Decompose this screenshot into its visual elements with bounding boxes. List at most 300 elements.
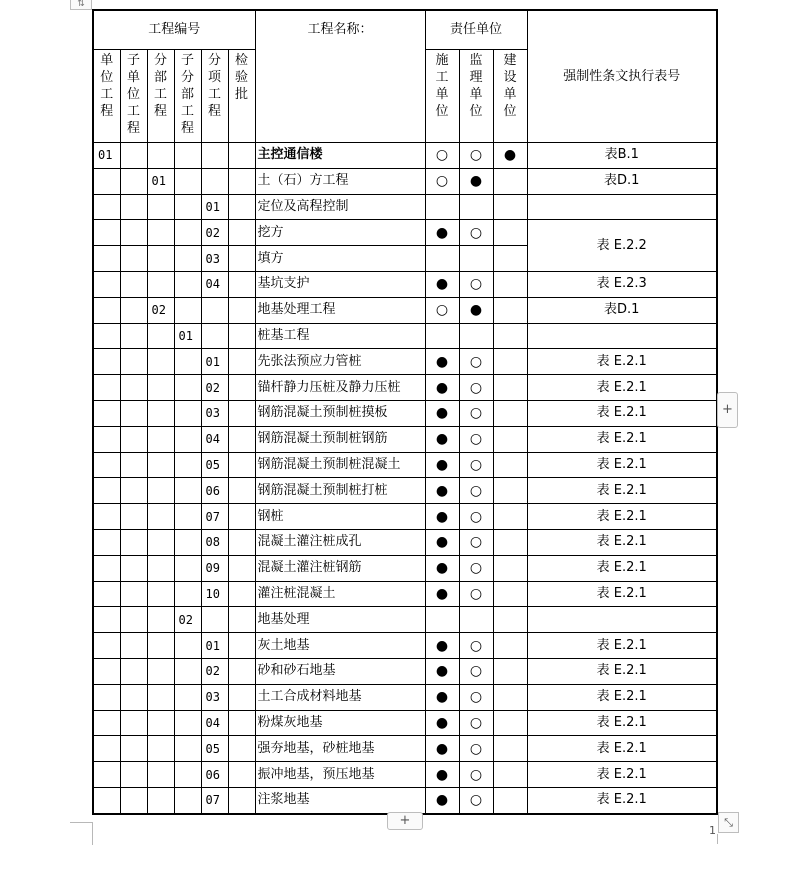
form-number-cell[interactable]: 表D.1 [527, 297, 717, 323]
division-code[interactable] [147, 762, 174, 788]
owner-unit-mark[interactable] [493, 684, 527, 710]
owner-unit-mark[interactable] [493, 452, 527, 478]
division-code[interactable] [147, 736, 174, 762]
sub-division-code[interactable] [174, 426, 201, 452]
sub-item-code[interactable] [201, 607, 228, 633]
supervision-unit-mark[interactable]: ○ [459, 452, 493, 478]
sub-division-code[interactable]: 01 [174, 323, 201, 349]
supervision-unit-mark[interactable]: ○ [459, 426, 493, 452]
unit-project-code[interactable] [93, 504, 120, 530]
construction-unit-mark[interactable]: ● [425, 452, 459, 478]
project-name-cell[interactable]: 地基处理 [255, 607, 425, 633]
division-code[interactable] [147, 426, 174, 452]
form-number-cell[interactable]: 表 E.2.2 [527, 220, 717, 272]
sub-unit-project-code[interactable] [120, 143, 147, 169]
owner-unit-mark[interactable] [493, 168, 527, 194]
supervision-unit-mark[interactable] [459, 194, 493, 220]
unit-project-code[interactable] [93, 529, 120, 555]
unit-project-code[interactable] [93, 762, 120, 788]
project-name-cell[interactable]: 灌注桩混凝土 [255, 581, 425, 607]
table-row [93, 400, 717, 426]
sub-division-code[interactable] [174, 658, 201, 684]
form-number-cell[interactable]: 表 E.2.1 [527, 504, 717, 530]
construction-unit-mark[interactable]: ● [425, 400, 459, 426]
project-name-cell[interactable]: 砂和砂石地基 [255, 658, 425, 684]
project-name-cell[interactable]: 定位及高程控制 [255, 194, 425, 220]
construction-unit-mark[interactable]: ● [425, 787, 459, 813]
sub-division-code[interactable] [174, 504, 201, 530]
sub-item-code[interactable]: 03 [201, 246, 228, 272]
sub-division-code[interactable]: 02 [174, 607, 201, 633]
supervision-unit-mark[interactable]: ○ [459, 684, 493, 710]
form-number-cell[interactable]: 表 E.2.1 [527, 555, 717, 581]
supervision-unit-mark[interactable]: ○ [459, 220, 493, 246]
project-name-cell[interactable]: 粉煤灰地基 [255, 710, 425, 736]
owner-unit-mark[interactable] [493, 607, 527, 633]
sub-unit-project-code[interactable] [120, 504, 147, 530]
form-number-cell[interactable]: 表 E.2.1 [527, 787, 717, 813]
sub-item-code[interactable]: 03 [201, 684, 228, 710]
sub-division-code[interactable] [174, 220, 201, 246]
table-row [93, 297, 717, 323]
project-name-cell[interactable]: 混凝土灌注桩成孔 [255, 529, 425, 555]
sub-unit-project-code[interactable] [120, 529, 147, 555]
inspection-lot-code[interactable] [228, 504, 255, 530]
sub-division-code[interactable] [174, 349, 201, 375]
owner-unit-mark[interactable] [493, 529, 527, 555]
sub-division-code[interactable] [174, 684, 201, 710]
owner-unit-mark[interactable] [493, 762, 527, 788]
table-row [93, 581, 717, 607]
project-name-cell[interactable]: 基坑支护 [255, 271, 425, 297]
owner-unit-mark[interactable] [493, 323, 527, 349]
sub-item-code[interactable]: 10 [201, 581, 228, 607]
owner-unit-mark[interactable] [493, 271, 527, 297]
owner-unit-mark[interactable] [493, 194, 527, 220]
sub-item-code[interactable]: 05 [201, 736, 228, 762]
inspection-lot-code[interactable] [228, 607, 255, 633]
project-name-cell[interactable]: 土（石）方工程 [255, 168, 425, 194]
supervision-unit-mark[interactable]: ○ [459, 271, 493, 297]
owner-unit-mark[interactable]: ● [493, 143, 527, 169]
construction-unit-mark[interactable] [425, 194, 459, 220]
supervision-unit-mark[interactable]: ○ [459, 504, 493, 530]
owner-unit-mark[interactable] [493, 478, 527, 504]
project-name-cell[interactable]: 主控通信楼 [255, 143, 425, 169]
unit-project-code[interactable] [93, 555, 120, 581]
form-number-cell[interactable]: 表 E.2.1 [527, 452, 717, 478]
project-name-cell[interactable]: 钢筋混凝土预制桩摸板 [255, 400, 425, 426]
project-name-cell[interactable]: 混凝土灌注桩钢筋 [255, 555, 425, 581]
division-code[interactable] [147, 555, 174, 581]
sub-division-code[interactable] [174, 246, 201, 272]
sub-division-code[interactable] [174, 452, 201, 478]
supervision-unit-mark[interactable]: ● [459, 297, 493, 323]
unit-project-code[interactable] [93, 658, 120, 684]
sub-unit-project-code[interactable] [120, 246, 147, 272]
project-name-cell[interactable]: 钢桩 [255, 504, 425, 530]
header-project-code: 工程编号 [93, 10, 255, 50]
construction-unit-mark[interactable]: ● [425, 710, 459, 736]
owner-unit-mark[interactable] [493, 297, 527, 323]
owner-unit-mark[interactable] [493, 658, 527, 684]
supervision-unit-mark[interactable]: ○ [459, 658, 493, 684]
sub-unit-project-code[interactable] [120, 787, 147, 813]
sub-division-code[interactable] [174, 271, 201, 297]
inspection-lot-code[interactable] [228, 143, 255, 169]
table-row [93, 426, 717, 452]
division-code[interactable] [147, 220, 174, 246]
sub-item-code[interactable]: 01 [201, 633, 228, 659]
construction-unit-mark[interactable] [425, 246, 459, 272]
owner-unit-mark[interactable] [493, 710, 527, 736]
sub-division-code[interactable] [174, 555, 201, 581]
supervision-unit-mark[interactable] [459, 246, 493, 272]
owner-unit-mark[interactable] [493, 400, 527, 426]
construction-unit-mark[interactable]: ● [425, 762, 459, 788]
owner-unit-mark[interactable] [493, 787, 527, 813]
sub-division-code[interactable] [174, 400, 201, 426]
unit-project-code[interactable]: 01 [93, 143, 120, 169]
sub-unit-project-code[interactable] [120, 684, 147, 710]
supervision-unit-mark[interactable]: ○ [459, 349, 493, 375]
sub-unit-project-code[interactable] [120, 581, 147, 607]
sub-item-code[interactable]: 09 [201, 555, 228, 581]
header-char: 批 [234, 87, 248, 102]
owner-unit-mark[interactable] [493, 375, 527, 401]
form-number-cell[interactable] [527, 194, 717, 220]
form-number-cell[interactable]: 表 E.2.1 [527, 710, 717, 736]
unit-project-code[interactable] [93, 736, 120, 762]
sub-item-code[interactable]: 03 [201, 400, 228, 426]
form-number-cell[interactable] [527, 323, 717, 349]
supervision-unit-mark[interactable]: ○ [459, 529, 493, 555]
inspection-lot-code[interactable] [228, 684, 255, 710]
construction-unit-mark[interactable]: ● [425, 658, 459, 684]
sub-unit-project-code[interactable] [120, 555, 147, 581]
unit-project-code[interactable] [93, 168, 120, 194]
project-name-cell[interactable]: 土工合成材料地基 [255, 684, 425, 710]
inspection-lot-code[interactable] [228, 787, 255, 813]
unit-project-code[interactable] [93, 581, 120, 607]
inspection-lot-code[interactable] [228, 271, 255, 297]
sub-unit-project-code[interactable] [120, 168, 147, 194]
construction-unit-mark[interactable]: ● [425, 633, 459, 659]
header-char: 位 [126, 87, 140, 102]
division-code[interactable] [147, 504, 174, 530]
sub-unit-project-code[interactable] [120, 426, 147, 452]
supervision-unit-mark[interactable]: ○ [459, 478, 493, 504]
sub-unit-project-code[interactable] [120, 633, 147, 659]
form-number-cell[interactable]: 表 E.2.3 [527, 271, 717, 297]
sub-item-code[interactable]: 04 [201, 426, 228, 452]
division-code[interactable] [147, 452, 174, 478]
sub-item-code[interactable] [201, 143, 228, 169]
division-code[interactable] [147, 710, 174, 736]
construction-unit-mark[interactable]: ● [425, 220, 459, 246]
sub-unit-project-code[interactable] [120, 658, 147, 684]
unit-project-code[interactable] [93, 220, 120, 246]
inspection-lot-code[interactable] [228, 168, 255, 194]
sub-item-code[interactable] [201, 168, 228, 194]
sub-unit-project-code[interactable] [120, 271, 147, 297]
header-unit-project [93, 50, 120, 143]
sub-division-code[interactable] [174, 581, 201, 607]
construction-unit-mark[interactable]: ● [425, 349, 459, 375]
inspection-lot-code[interactable] [228, 349, 255, 375]
sub-division-code[interactable] [174, 787, 201, 813]
sub-item-code[interactable]: 01 [201, 194, 228, 220]
sub-unit-project-code[interactable] [120, 400, 147, 426]
project-name-cell[interactable]: 挖方 [255, 220, 425, 246]
form-number-cell[interactable]: 表 E.2.1 [527, 349, 717, 375]
owner-unit-mark[interactable] [493, 736, 527, 762]
sub-unit-project-code[interactable] [120, 452, 147, 478]
sub-item-code[interactable]: 08 [201, 529, 228, 555]
owner-unit-mark[interactable] [493, 555, 527, 581]
unit-project-code[interactable] [93, 375, 120, 401]
sub-division-code[interactable] [174, 168, 201, 194]
construction-unit-mark[interactable]: ● [425, 684, 459, 710]
sub-item-code[interactable]: 07 [201, 504, 228, 530]
supervision-unit-mark[interactable] [459, 607, 493, 633]
construction-unit-mark[interactable]: ● [425, 478, 459, 504]
unit-project-code[interactable] [93, 297, 120, 323]
sub-division-code[interactable] [174, 375, 201, 401]
project-name-cell[interactable]: 桩基工程 [255, 323, 425, 349]
owner-unit-mark[interactable] [493, 349, 527, 375]
supervision-unit-mark[interactable]: ● [459, 168, 493, 194]
unit-project-code[interactable] [93, 271, 120, 297]
project-name-cell[interactable]: 钢筋混凝土预制桩混凝土 [255, 452, 425, 478]
unit-project-code[interactable] [93, 349, 120, 375]
form-number-cell[interactable]: 表D.1 [527, 168, 717, 194]
supervision-unit-mark[interactable]: ○ [459, 143, 493, 169]
form-number-cell[interactable]: 表 E.2.1 [527, 478, 717, 504]
owner-unit-mark[interactable] [493, 426, 527, 452]
project-name-cell[interactable]: 填方 [255, 246, 425, 272]
form-number-cell[interactable]: 表 E.2.1 [527, 375, 717, 401]
form-number-cell[interactable]: 表 E.2.1 [527, 736, 717, 762]
sub-item-code[interactable]: 04 [201, 271, 228, 297]
sub-unit-project-code[interactable] [120, 736, 147, 762]
sub-unit-project-code[interactable] [120, 297, 147, 323]
construction-unit-mark[interactable]: ○ [425, 168, 459, 194]
sub-unit-project-code[interactable] [120, 375, 147, 401]
division-code[interactable] [147, 787, 174, 813]
construction-unit-mark[interactable]: ● [425, 504, 459, 530]
division-code[interactable]: 02 [147, 297, 174, 323]
add-column-button[interactable]: + [717, 392, 738, 428]
supervision-unit-mark[interactable] [459, 323, 493, 349]
form-number-cell[interactable] [527, 607, 717, 633]
supervision-unit-mark[interactable]: ○ [459, 787, 493, 813]
inspection-lot-code[interactable] [228, 710, 255, 736]
construction-unit-mark[interactable]: ● [425, 529, 459, 555]
division-code[interactable] [147, 478, 174, 504]
inspection-lot-code[interactable] [228, 375, 255, 401]
project-name-cell[interactable]: 振冲地基，预压地基 [255, 762, 425, 788]
sub-item-code[interactable]: 02 [201, 375, 228, 401]
project-name-cell[interactable]: 灰土地基 [255, 633, 425, 659]
construction-unit-mark[interactable]: ● [425, 271, 459, 297]
division-code[interactable] [147, 400, 174, 426]
supervision-unit-mark[interactable]: ○ [459, 710, 493, 736]
form-number-cell[interactable]: 表 E.2.1 [527, 581, 717, 607]
construction-unit-mark[interactable]: ○ [425, 297, 459, 323]
unit-project-code[interactable] [93, 426, 120, 452]
unit-project-code[interactable] [93, 400, 120, 426]
inspection-lot-code[interactable] [228, 220, 255, 246]
sub-unit-project-code[interactable] [120, 607, 147, 633]
inspection-lot-code[interactable] [228, 426, 255, 452]
inspection-lot-code[interactable] [228, 581, 255, 607]
division-code[interactable] [147, 271, 174, 297]
division-code[interactable]: 01 [147, 168, 174, 194]
division-code[interactable] [147, 633, 174, 659]
unit-project-code[interactable] [93, 452, 120, 478]
unit-project-code[interactable] [93, 684, 120, 710]
supervision-unit-mark[interactable]: ○ [459, 555, 493, 581]
add-row-button[interactable]: + [387, 812, 423, 830]
sub-unit-project-code[interactable] [120, 349, 147, 375]
construction-unit-mark[interactable] [425, 323, 459, 349]
unit-project-code[interactable] [93, 478, 120, 504]
inspection-lot-code[interactable] [228, 297, 255, 323]
division-code[interactable] [147, 323, 174, 349]
construction-unit-mark[interactable]: ● [425, 426, 459, 452]
division-code[interactable] [147, 375, 174, 401]
unit-project-code[interactable] [93, 246, 120, 272]
sub-division-code[interactable] [174, 143, 201, 169]
supervision-unit-mark[interactable]: ○ [459, 762, 493, 788]
project-name-cell[interactable]: 先张法预应力管桩 [255, 349, 425, 375]
sub-item-code[interactable] [201, 323, 228, 349]
inspection-lot-code[interactable] [228, 246, 255, 272]
inspection-lot-code[interactable] [228, 555, 255, 581]
unit-project-code[interactable] [93, 710, 120, 736]
division-code[interactable] [147, 529, 174, 555]
construction-unit-mark[interactable]: ● [425, 555, 459, 581]
sub-item-code[interactable]: 07 [201, 787, 228, 813]
sub-unit-project-code[interactable] [120, 323, 147, 349]
project-name-cell[interactable]: 注浆地基 [255, 787, 425, 813]
sub-unit-project-code[interactable] [120, 762, 147, 788]
project-name-cell[interactable]: 地基处理工程 [255, 297, 425, 323]
construction-unit-mark[interactable]: ● [425, 581, 459, 607]
project-name-cell[interactable]: 锚杆静力压桩及静力压桩 [255, 375, 425, 401]
construction-unit-mark[interactable] [425, 607, 459, 633]
inspection-lot-code[interactable] [228, 478, 255, 504]
sub-unit-project-code[interactable] [120, 710, 147, 736]
inspection-lot-code[interactable] [228, 452, 255, 478]
inspection-lot-code[interactable] [228, 658, 255, 684]
inspection-lot-code[interactable] [228, 633, 255, 659]
project-name-cell[interactable]: 强夯地基，砂桩地基 [255, 736, 425, 762]
division-code[interactable] [147, 246, 174, 272]
sub-division-code[interactable] [174, 710, 201, 736]
supervision-unit-mark[interactable]: ○ [459, 375, 493, 401]
unit-project-code[interactable] [93, 323, 120, 349]
form-number-cell[interactable]: 表 E.2.1 [527, 400, 717, 426]
project-name-cell[interactable]: 钢筋混凝土预制桩打桩 [255, 478, 425, 504]
sub-division-code[interactable] [174, 297, 201, 323]
sub-unit-project-code[interactable] [120, 194, 147, 220]
construction-unit-mark[interactable]: ○ [425, 143, 459, 169]
sub-division-code[interactable] [174, 762, 201, 788]
owner-unit-mark[interactable] [493, 504, 527, 530]
supervision-unit-mark[interactable]: ○ [459, 581, 493, 607]
inspection-lot-code[interactable] [228, 194, 255, 220]
form-number-cell[interactable]: 表 E.2.1 [527, 426, 717, 452]
header-char: 项 [207, 70, 221, 85]
sub-division-code[interactable] [174, 529, 201, 555]
form-number-cell[interactable]: 表 E.2.1 [527, 658, 717, 684]
table-move-handle[interactable]: ⇅ [70, 0, 92, 10]
form-number-cell[interactable]: 表 E.2.1 [527, 529, 717, 555]
inspection-lot-code[interactable] [228, 400, 255, 426]
sub-item-code[interactable]: 06 [201, 478, 228, 504]
supervision-unit-mark[interactable]: ○ [459, 736, 493, 762]
form-number-cell[interactable]: 表B.1 [527, 143, 717, 169]
construction-unit-mark[interactable]: ● [425, 375, 459, 401]
sub-item-code[interactable] [201, 297, 228, 323]
inspection-lot-code[interactable] [228, 529, 255, 555]
sub-item-code[interactable]: 01 [201, 349, 228, 375]
owner-unit-mark[interactable] [493, 581, 527, 607]
supervision-unit-mark[interactable]: ○ [459, 400, 493, 426]
owner-unit-mark[interactable] [493, 246, 527, 272]
sub-item-code[interactable]: 06 [201, 762, 228, 788]
form-number-cell[interactable]: 表 E.2.1 [527, 762, 717, 788]
header-char: 程 [126, 121, 140, 136]
unit-project-code[interactable] [93, 787, 120, 813]
sub-item-code[interactable]: 05 [201, 452, 228, 478]
owner-unit-mark[interactable] [493, 633, 527, 659]
sub-division-code[interactable] [174, 478, 201, 504]
inspection-lot-code[interactable] [228, 736, 255, 762]
division-code[interactable] [147, 581, 174, 607]
inspection-lot-code[interactable] [228, 762, 255, 788]
division-code[interactable] [147, 349, 174, 375]
sub-unit-project-code[interactable] [120, 220, 147, 246]
project-name-cell[interactable]: 钢筋混凝土预制桩钢筋 [255, 426, 425, 452]
owner-unit-mark[interactable] [493, 220, 527, 246]
unit-project-code[interactable] [93, 633, 120, 659]
supervision-unit-mark[interactable]: ○ [459, 633, 493, 659]
construction-unit-mark[interactable]: ● [425, 736, 459, 762]
form-number-cell[interactable]: 表 E.2.1 [527, 684, 717, 710]
division-code[interactable] [147, 143, 174, 169]
division-code[interactable] [147, 607, 174, 633]
division-code[interactable] [147, 658, 174, 684]
sub-division-code[interactable] [174, 633, 201, 659]
sub-division-code[interactable] [174, 736, 201, 762]
sub-item-code[interactable]: 02 [201, 220, 228, 246]
unit-project-code[interactable] [93, 607, 120, 633]
sub-unit-project-code[interactable] [120, 478, 147, 504]
division-code[interactable] [147, 194, 174, 220]
form-number-cell[interactable]: 表 E.2.1 [527, 633, 717, 659]
unit-project-code[interactable] [93, 194, 120, 220]
sub-item-code[interactable]: 02 [201, 658, 228, 684]
table-row [93, 168, 717, 194]
table-resize-icon[interactable]: ⤡ [718, 812, 739, 833]
sub-item-code[interactable]: 04 [201, 710, 228, 736]
inspection-lot-code[interactable] [228, 323, 255, 349]
division-code[interactable] [147, 684, 174, 710]
sub-division-code[interactable] [174, 194, 201, 220]
